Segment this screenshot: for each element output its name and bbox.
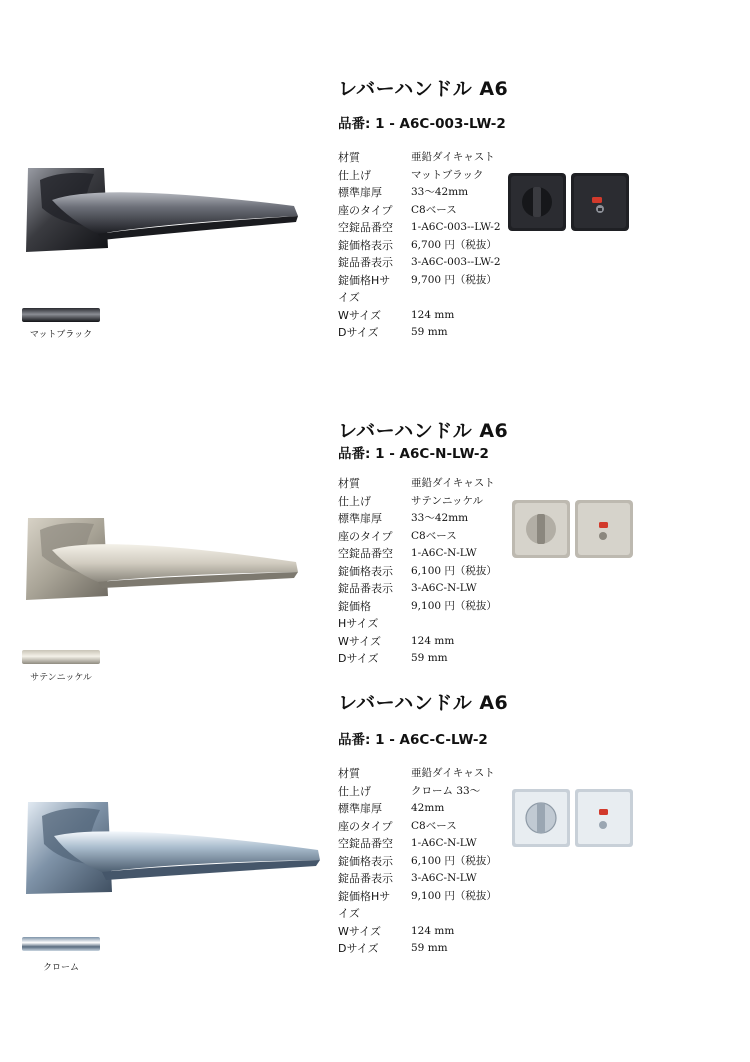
spec-value: 亜鉛ダイキャスト: [411, 767, 495, 779]
spec-value: 9,700 円（税抜）: [411, 273, 497, 286]
spec-label: 錠品番表示: [338, 582, 393, 595]
spec-label: 標準扉厚: [338, 802, 382, 815]
spec-label: 仕上げ: [338, 784, 371, 798]
spec-value: 1-A6C-N-LW: [411, 837, 477, 849]
spec-row: [338, 888, 518, 906]
product-title: レバーハンドル A6: [338, 78, 509, 100]
spec-row: [338, 905, 518, 923]
spec-label: Wサイズ: [338, 634, 381, 648]
spec-row: [338, 835, 518, 853]
spec-value: 59 mm: [411, 326, 448, 338]
spec-value: C8ベース: [411, 819, 457, 832]
spec-value: 33～42mm: [411, 186, 469, 198]
spec-label: 空錠品番空: [338, 837, 393, 850]
spec-row: [338, 853, 518, 871]
spec-value: 3-A6C-N-LW: [411, 872, 477, 884]
spec-value: 亜鉛ダイキャスト: [411, 151, 495, 163]
spec-value: 9,100 円（税抜）: [411, 889, 497, 902]
spec-value: 124 mm: [411, 634, 455, 647]
spec-label: 錠価格Hサ: [338, 889, 391, 903]
spec-row: [338, 818, 518, 836]
spec-value: 3-A6C-003--LW-2: [411, 256, 501, 268]
spec-value: 124 mm: [411, 308, 455, 321]
spec-label: 錠価格表示: [338, 854, 393, 868]
spec-label: Hサイズ: [338, 617, 379, 630]
finish-swatch-label: サテンニッケル: [30, 673, 92, 683]
spec-label: Dサイズ: [338, 326, 379, 339]
spec-value: クローム 33～: [411, 784, 481, 797]
spec-table: [338, 765, 518, 958]
spec-row: [338, 870, 518, 888]
spec-label: 座のタイプ: [338, 819, 393, 833]
spec-value: C8ベース: [411, 529, 457, 542]
spec-value: 3-A6C-N-LW: [411, 582, 477, 594]
spec-row: [338, 923, 518, 941]
spec-label: 座のタイプ: [338, 203, 393, 217]
spec-label: Wサイズ: [338, 924, 381, 938]
spec-label: 錠価格表示: [338, 238, 393, 252]
spec-value: C8ベース: [411, 203, 457, 216]
spec-label: 錠品番表示: [338, 256, 393, 269]
spec-label: 材質: [338, 151, 360, 164]
spec-label: 仕上げ: [338, 494, 371, 508]
spec-value: 1-A6C-003--LW-2: [411, 221, 501, 233]
spec-row: [338, 783, 518, 801]
spec-value: 6,100 円（税抜）: [411, 854, 497, 867]
product-title: レバーハンドル A6: [338, 420, 509, 442]
product-title: レバーハンドル A6: [338, 692, 509, 714]
spec-label: 錠品番表示: [338, 872, 393, 885]
spec-label: 材質: [338, 767, 360, 780]
spec-value: 42mm: [411, 802, 445, 814]
spec-value: サテンニッケル: [411, 494, 484, 507]
spec-value: 6,100 円（税抜）: [411, 564, 497, 577]
spec-label: 錠価格Hサ: [338, 273, 391, 287]
spec-row: [338, 765, 518, 783]
spec-label: 座のタイプ: [338, 529, 393, 543]
spec-value: 59 mm: [411, 942, 448, 954]
spec-value: 1-A6C-N-LW: [411, 547, 477, 559]
spec-label: イズ: [338, 907, 360, 920]
lever-handle-image: [22, 798, 322, 898]
spec-label: 仕上げ: [338, 168, 371, 182]
spec-label: Dサイズ: [338, 942, 379, 955]
spec-row: [338, 800, 518, 818]
spec-value: 9,100 円（税抜）: [411, 599, 497, 612]
spec-label: 錠価格表示: [338, 564, 393, 578]
spec-label: 空錠品番空: [338, 221, 393, 234]
spec-value: 124 mm: [411, 924, 455, 937]
spec-label: 材質: [338, 477, 360, 490]
finish-swatch-label: クローム: [42, 963, 79, 973]
spec-value: 6,700 円（税抜）: [411, 238, 497, 251]
finish-swatch-label: マットブラック: [29, 330, 93, 340]
finish-swatch: [22, 937, 100, 951]
spec-label: 空錠品番空: [338, 547, 393, 560]
part-number: 品番: 1 - A6C-003-LW-2: [338, 116, 506, 132]
spec-label: 標準扉厚: [338, 512, 382, 525]
part-number: 品番: 1 - A6C-C-LW-2: [338, 732, 488, 748]
spec-label: Dサイズ: [338, 652, 379, 665]
spec-label: イズ: [338, 291, 360, 304]
spec-value: 59 mm: [411, 652, 448, 664]
spec-label: 標準扉厚: [338, 186, 382, 199]
spec-value: 33～42mm: [411, 512, 469, 524]
spec-value: マットブラック: [411, 168, 484, 181]
spec-label: 錠価格: [338, 599, 371, 613]
spec-value: 亜鉛ダイキャスト: [411, 477, 495, 489]
spec-label: Wサイズ: [338, 308, 381, 322]
spec-row: [338, 940, 518, 958]
lock-thumbturn-image: [512, 789, 636, 849]
part-number: 品番: 1 - A6C-N-LW-2: [338, 446, 489, 462]
